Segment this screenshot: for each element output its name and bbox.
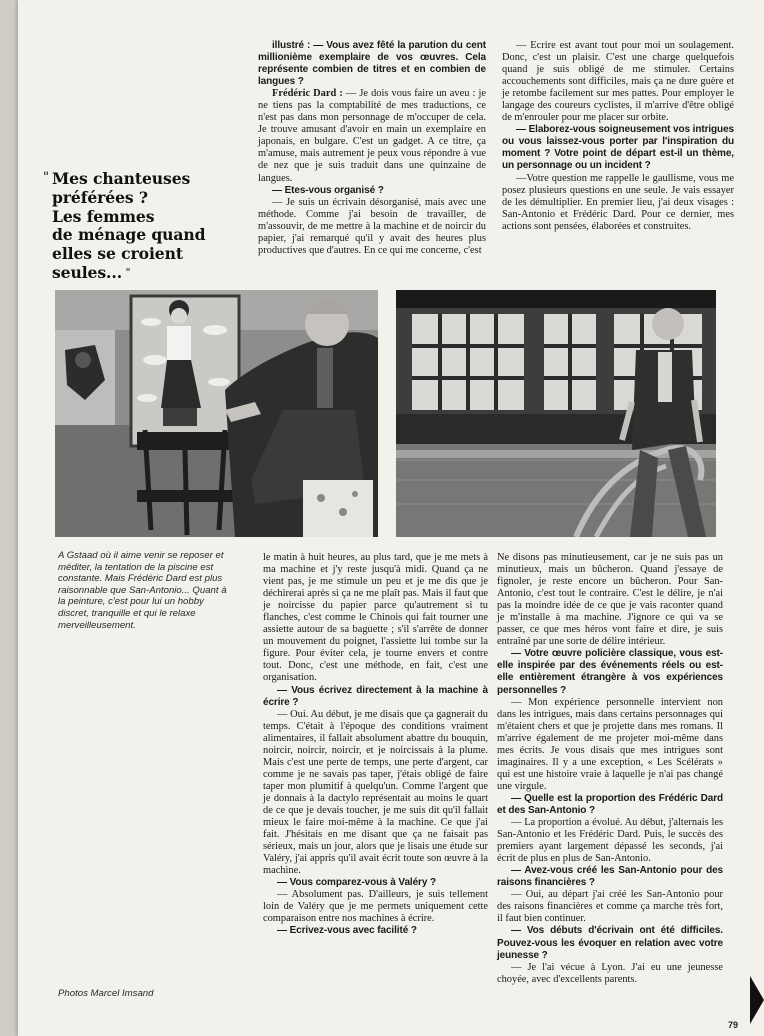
magazine-page (18, 0, 764, 1036)
paragraph-text: — Vos débuts d'écrivain ont été difficiles. Pouvez-vous les évoquer en relation avec votre jeunesse ? (497, 925, 723, 961)
question-paragraph (497, 648, 723, 696)
photo-pool-image (396, 290, 716, 537)
speaker-name: Frédéric Dard : (272, 88, 343, 100)
paragraph-text: — Etes-vous organisé ? (272, 184, 384, 196)
paragraph-text: Ne disons pas minutieusement, car je ne suis pas un minutieux, mais un bûcheron. Quand j'essaye de fignoler, je reste encore un bûcheron. Pour San-Antonio, c'est tout le contraire. C'est le délire, je n'ai pas la moindre idée de ce que je vais raconter quand je m'installe à ma machine. J'ignore ce qui va se passer, ce que mes héros vont faire et dire, je suis entraîné par une sorte de délire intérieur. (497, 552, 723, 648)
article-column (258, 40, 486, 257)
paragraph-text: — Absolument pas. D'ailleurs, je suis tellement loin de Valéry que je me permets uniquement cette comparaison entre nos machines à écrire. (263, 889, 488, 925)
paragraph-text: — Vous écrivez directement à la machine à écrire ? (263, 684, 488, 708)
question-paragraph (258, 185, 486, 197)
question-paragraph (497, 925, 723, 961)
paragraph-text: — Je l'ai vécue à Lyon. J'ai eu une jeunesse choyée, avec d'excellents parents. (497, 961, 723, 985)
paragraph-text: — Oui. Au début, je me disais que ça gagnerait du temps. C'était à l'époque des conditions vraiment alimentaires, il fallait absolument abattre du bouquin, noircir, noircir, noircir, et je noircissais à la plume. Mais c'est une perte de temps, une perte d'argent, car comme je ne savais pas taper, j'étais obligé de faire taper mon plumitif à quelqu'un. Comme l'argent que je donnais à la dactylo représentait au moins le quart de ce que je devais toucher, je me suis dit qu'il fallait mieux le faire moi-même à la machine. Ce que j'ai fait. J'hésitais en me disant que ça ne faisait pas sérieux, mais un jour, alors que je lisais une étude sur Valéry, j'ai appris qu'il avait écrit toute son œuvre à la machine. (263, 708, 488, 877)
paragraph-text: — Elaborez-vous soigneusement vos intrigues ou vous laissez-vous porter par l'inspiration du moment ? Votre point de départ est-il un thème, un personnage ou un incident ? (502, 124, 734, 172)
answer-paragraph (258, 197, 486, 257)
question-paragraph (263, 685, 488, 709)
answer-paragraph (263, 552, 488, 685)
paragraph-text: — Je suis un écrivain désorganisé, mais avec une méthode. Comme j'ai besoin de travailler, de m'assouvir, de me mettre à la machine et de noircir du papier, j'ai remarqué qu'il y avait des heures plus productives que d'autres. En ce qui me concerne, c'est (258, 196, 486, 256)
answer-paragraph (263, 889, 488, 925)
article-column (263, 552, 488, 938)
photo-painting-image (55, 290, 378, 537)
answer-paragraph (263, 709, 488, 878)
pull-quote-line: préférées ? (52, 187, 148, 207)
photo-credit: Photos Marcel Imsand (58, 988, 154, 999)
question-paragraph (263, 877, 488, 889)
paragraph-text: — Quelle est la proportion des Frédéric Dard et des San-Antonio ? (497, 792, 723, 816)
pull-quote-line: Les femmes (52, 206, 155, 226)
paragraph-text: — Je dois vous faire un aveu : je ne tiens pas la comptabilité de mes traductions, ce n'est pas dans mon personnage de m'occuper de cela. Je trouve amusant d'avoir en main un exemplaire en japonais, en bulgare. C'est un gadget. A ce titre, ça m'amuse, mais autrement je peux vous répondre à vue de nez que je suis traduit dans une quinzaine de langues. (258, 88, 486, 184)
paragraph-text: — La proportion a évolué. Au début, j'alternais les San-Antonio et les Frédéric Dard. Puis, le succès des premiers ayant largement dépassé les seconds, j'ai écrit de plus en plus de San-Antonio. (497, 817, 723, 865)
photo-caption: A Gstaad où il aime venir se reposer et méditer, la tentation de la piscine est constante. Mais Frédéric Dard est plus raisonnable que San-Antonio... Quant à la peinture, c'est pour lui un hobby discret, tranquille et qui le relaxe merveilleusement. (58, 550, 227, 631)
article-column (502, 40, 734, 233)
pull-quote-line: de ménage quand (52, 225, 206, 245)
question-paragraph (263, 925, 488, 937)
photo-pool (396, 290, 716, 537)
question-paragraph (497, 793, 723, 817)
answer-paragraph (502, 40, 734, 124)
answer-paragraph (497, 697, 723, 793)
pull-quote: " Mes chanteuses préférées ? Les femmes de ménage quand elles se croient seules... " (52, 170, 242, 283)
answer-paragraph (497, 889, 723, 925)
pull-quote-line: elles se croient (52, 244, 183, 264)
question-paragraph (258, 40, 486, 88)
paragraph-text: — Oui, au départ j'ai créé les San-Antonio pour des raisons financières et comme ça marche très fort, il faut bien continuer. (497, 889, 723, 925)
answer-paragraph (497, 552, 723, 648)
paragraph-text: — Mon expérience personnelle intervient non dans les intrigues, mais dans certains personnages qui m'étaient chers et que je projette dans mes romans. Il m'arrive également de me projeter moi-même dans mes écrits. Je vous disais que mes intrigues sont imaginaires. Il y a une exception, « Les Scélérats » qui est une histoire vraie à laquelle je n'ai pas changé une virgule. (497, 696, 723, 792)
paragraph-text: —Votre question me rappelle le gaullisme, vous me posez plusieurs questions en une seule. Je vais essayer de les démultiplier. En premier lieu, j'ai deux visages : San-Antonio et Frédéric Dard. Pour ce dernier, mes actions sont pensées, élaborées et construites. (502, 172, 734, 232)
answer-paragraph (258, 88, 486, 184)
next-page-arrow-icon (750, 976, 764, 1024)
question-paragraph (502, 124, 734, 172)
pull-quote-line: seules... " (52, 262, 131, 282)
paragraph-text: illustré : — Vous avez fêté la parution du cent millionième exemplaire de vos œuvres. Cela représente combien de titres et en combien de langues ? (258, 40, 486, 88)
paragraph-text: — Votre œuvre policière classique, vous est-elle inspirée par des événements réels ou est-elle entièrement étrangère à vos expériences personnelles ? (497, 648, 723, 696)
answer-paragraph (497, 962, 723, 986)
paragraph-text: — Vous comparez-vous à Valéry ? (277, 877, 436, 889)
paragraph-text: le matin à huit heures, au plus tard, que je me mets à ma machine et j'y reste jusqu'à midi. Quand ça ne vient pas, je me stimule un peu et je me dis que je déchirerai après si ça ne me plaît pas. Mais il faut que je noircisse du papier parce qu'autrement si tu flanches, c'est comme le Chinois qui fait tourner une assiette autour de sa baguette ; s'il s'arrête de donner un mouvement du poignet, l'assiette lui tombe sur la figure. Pour éviter cela, je tourne envers et contre tout. Donc, c'est une méthode, en fait, c'est une organisation. (263, 552, 488, 684)
paragraph-text: — Ecrivez-vous avec facilité ? (277, 925, 417, 937)
page-number: 79 (728, 1020, 739, 1030)
question-paragraph (497, 865, 723, 889)
answer-paragraph (497, 817, 723, 865)
article-column (497, 552, 723, 986)
pull-quote-line: Mes chanteuses (52, 169, 191, 188)
photo-painting (55, 290, 378, 537)
answer-paragraph (502, 173, 734, 233)
paragraph-text: — Ecrire est avant tout pour moi un soulagement. Donc, c'est un plaisir. C'est une charge quelquefois quand je suis obligé de me stimuler. Certains accouchements sont difficiles, mais ça ne dure guère et je retombe facilement sur mes pattes. Pour employer le langage des coureurs cyclistes, il m'arrive d'être obligé de m'enrouler pour me placer sur orbite. (502, 40, 734, 124)
paragraph-text: — Avez-vous créé les San-Antonio pour des raisons financières ? (497, 865, 723, 889)
